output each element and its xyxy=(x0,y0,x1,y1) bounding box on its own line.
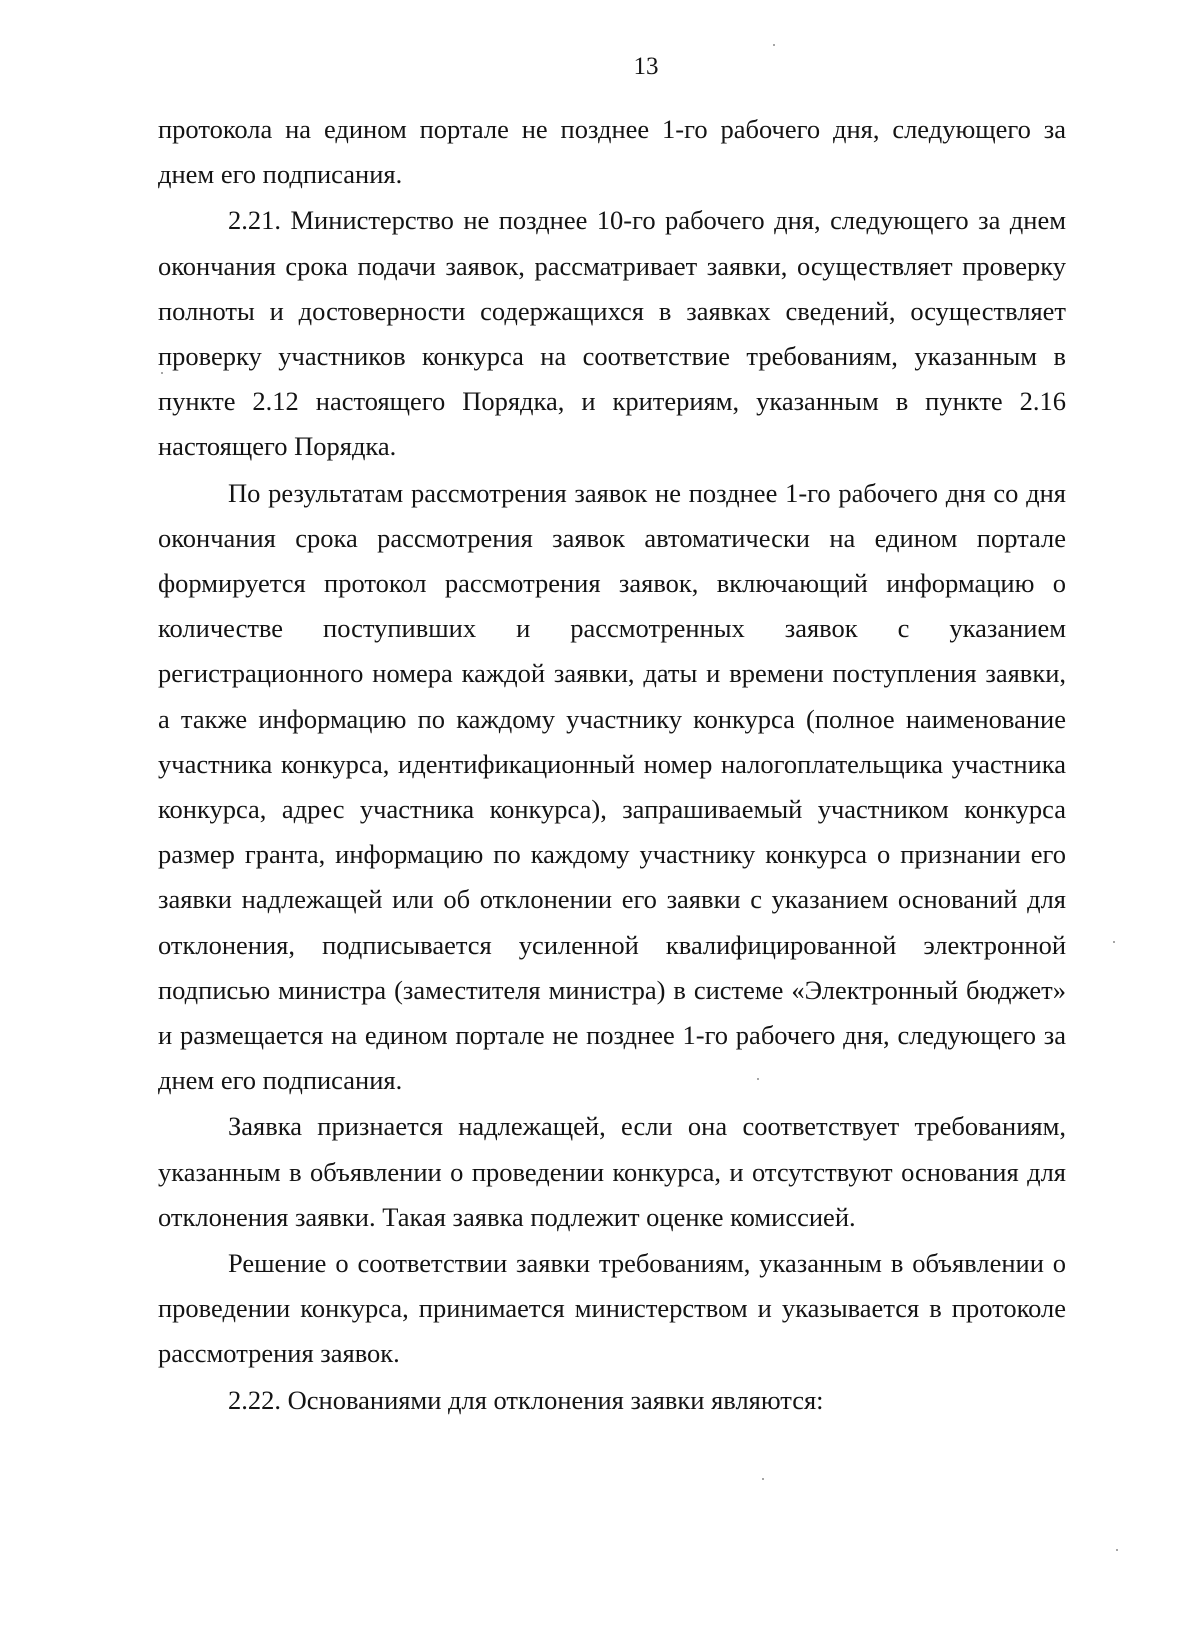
paragraph-review-results: По результатам рассмотрения заявок не позднее 1-го рабочего дня со дня окончания срока рассмотрения заявок автоматически на едином портале формируется протокол рассмотрения заявок, включающий информацию о количестве поступивших и рассмотренных заявок с указанием регистрационного номера каждой заявки, даты и времени поступления заявки, а также информацию по каждому участнику конкурса (полное наименование участника конкурса, идентификационный номер налогоплательщика участника конкурса, адрес участника конкурса), запрашиваемый участником конкурса размер гранта, информацию по каждому участнику конкурса о признании его заявки надлежащей или об отклонении его заявки с указанием оснований для отклонения, подписывается усиленной квалифицированной электронной подписью министра (заместителя министра) в системе «Электронный бюджет» и размещается на едином портале не позднее 1-го рабочего дня, следующего за днем его подписания. xyxy=(158,477,1066,1096)
scan-speck xyxy=(773,44,775,46)
document-body xyxy=(158,107,1066,1423)
scan-speck xyxy=(1113,941,1115,943)
paragraph-clause-2-22: 2.22. Основаниями для отклонения заявки являются: xyxy=(228,1384,824,1415)
scan-speck xyxy=(1116,1549,1118,1551)
paragraph-continuation: протокола на едином портале не позднее 1-го рабочего дня, следующего за днем его подписания. xyxy=(158,114,1066,190)
scan-speck xyxy=(757,1078,759,1080)
page-number: 13 xyxy=(633,53,659,80)
scan-speck xyxy=(762,1478,764,1480)
scan-speck xyxy=(161,372,163,374)
paragraph-clause-2-21: 2.21. Министерство не позднее 10-го рабочего дня, следующего за днем окончания срока подачи заявок, рассматривает заявки, осуществляет проверку полноты и достоверности содержащихся в заявках сведений, осуществляет проверку участников конкурса на соответствие требованиям, указанным в пункте 2.12 настоящего Порядка, и критериям, указанным в пункте 2.16 настоящего Порядка. xyxy=(158,205,1066,462)
paragraph-compliance-decision: Решение о соответствии заявки требованиям, указанным в объявлении о проведении конкурса, принимается министерством и указывается в протоколе рассмотрения заявок. xyxy=(158,1248,1066,1369)
paragraph-proper-application: Заявка признается надлежащей, если она соответствует требованиям, указанным в объявлении о проведении конкурса, и отсутствуют основания для отклонения заявки. Такая заявка подлежит оценке комиссией. xyxy=(158,1111,1066,1232)
